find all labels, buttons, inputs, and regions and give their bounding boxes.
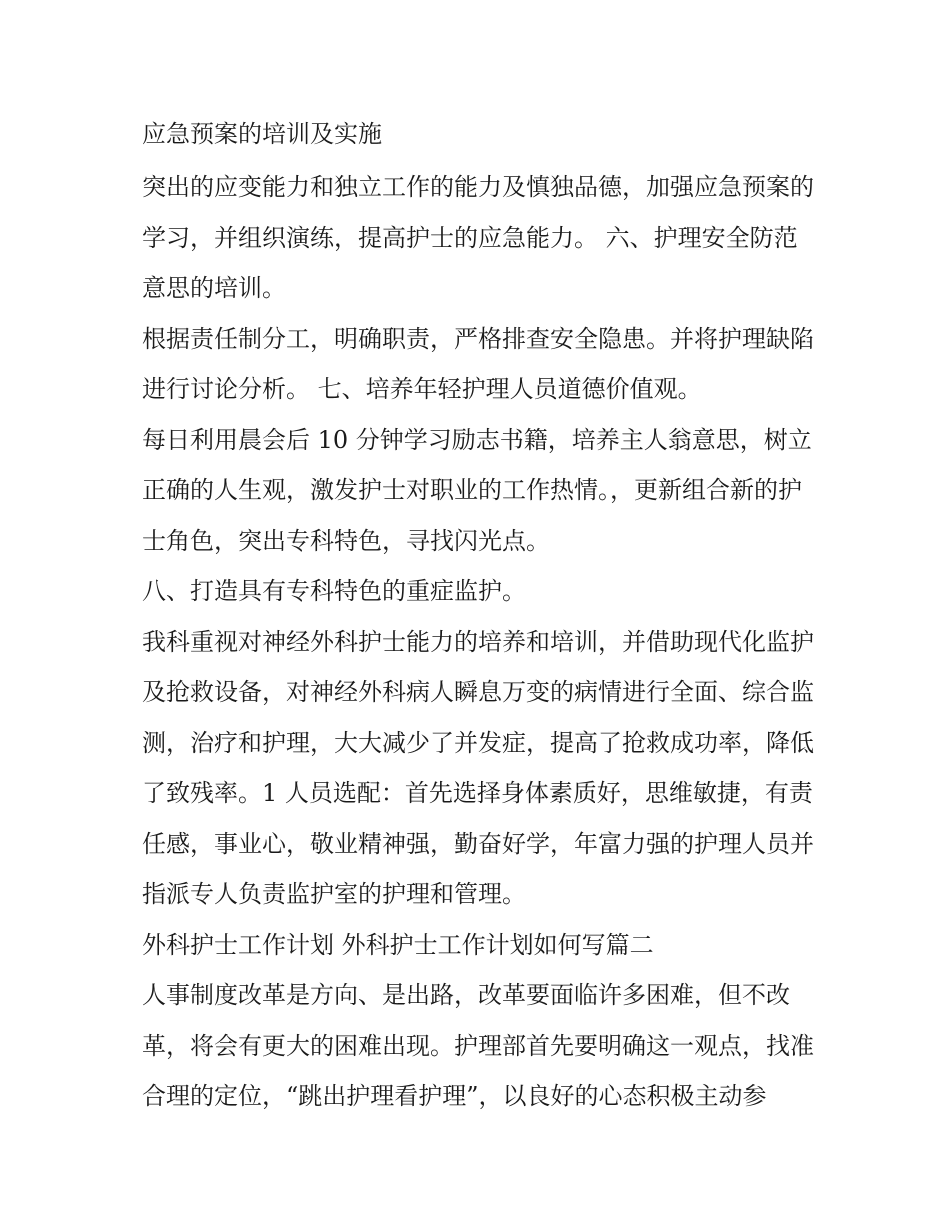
paragraph-emergency-training: 突出的应变能力和独立工作的能力及慎独品德，加强应急预案的学习，并组织演练，提高护士的应急能力。 六、护理安全防范意思的培训。 [142,173,814,302]
paragraph-responsibility: 根据责任制分工，明确职责，严格排查安全隐患。并将护理缺陷进行讨论分析。 七、培养年轻护理人员道德价值观。 [142,324,814,403]
paragraph-reform: 人事制度改革是方向、是出路，改革要面临许多困难，但不改革，将会有更大的困难出现。护理部首先要明确这一观点，找准合理的定位，“跳出护理看护理”，以良好的心态积极主动参 [142,981,814,1110]
section-heading: 应急预案的培训及实施 [142,120,382,148]
paragraph-plan-title: 外科护士工作计划 外科护士工作计划如何写篇二 [142,930,654,959]
paragraph-intensive-care-heading: 八、打造具有专科特色的重症监护。 [142,577,526,605]
paragraph-morning-study: 每日利用晨会后 10 分钟学习励志书籍，培养主人翁意思，树立正确的人生观，激发护士对职业的工作热情。，更新组合新的护士角色，突出专科特色，寻找闪光点。 [142,425,812,555]
paragraph-neurosurgery: 我科重视对神经外科护士能力的培养和培训，并借助现代化监护及抢救设备，对神经外科病人瞬息万变的病情进行全面、综合监测，治疗和护理，大大减少了并发症，提高了抢救成功率，降低了致残率。1 人员选配：首先选择身体素质好，思维敏捷，有责任感，事业心，敬业精神强，勤奋好学，年富力强的护理人员并指派专人负责监护室的护理和管理。 [142,627,814,908]
document-page [142,110,814,1122]
